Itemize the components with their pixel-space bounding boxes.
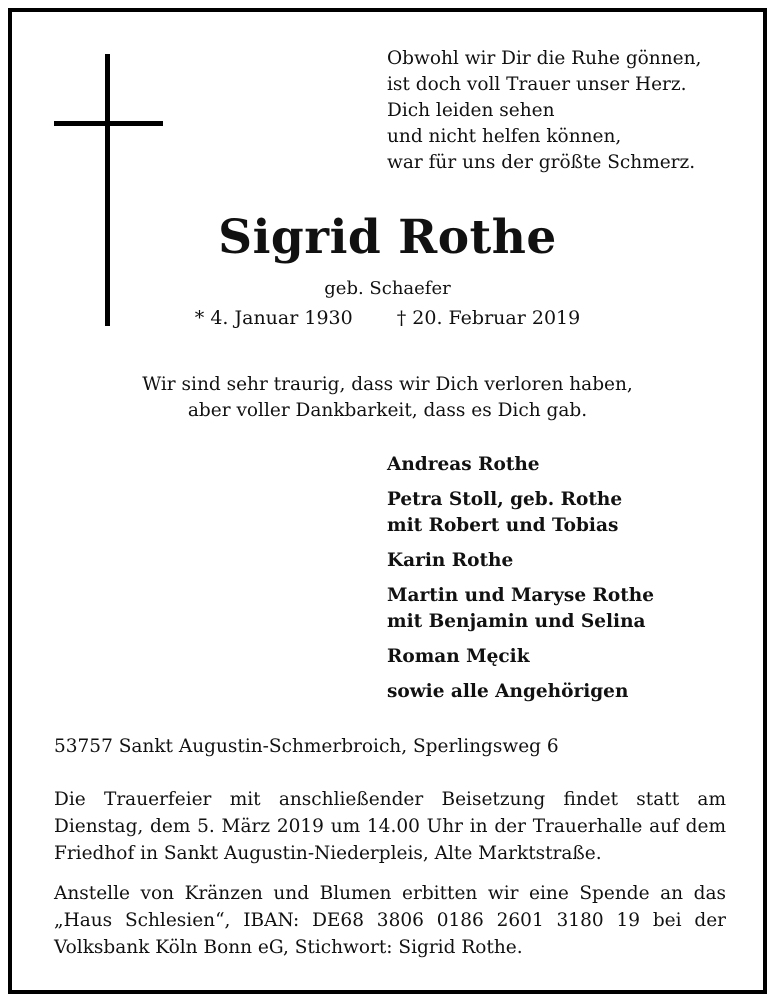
poem-line: Obwohl wir Dir die Ruhe gönnen,	[387, 48, 702, 69]
poem-line: Dich leiden sehen	[387, 100, 555, 121]
cross-icon-bar	[54, 121, 163, 126]
funeral-info: Die Trauerfeier mit anschließender Beisetzung findet statt am Dienstag, dem 5. März 2019 um 14.00 Uhr in der Trauerhalle auf dem Friedhof in Sankt Augustin-Niederpleis, Alte Marktstraße.	[54, 789, 726, 864]
saying-line: aber voller Dankbarkeit, dass es Dich gab.	[187, 400, 588, 421]
mourner-line: Petra Stoll, geb. Rothe	[387, 489, 623, 510]
birth-date: * 4. Januar 1930	[194, 307, 353, 329]
poem-line: und nicht helfen können,	[387, 126, 622, 147]
saying-line: Wir sind sehr traurig, dass wir Dich verloren haben,	[142, 374, 633, 395]
obituary-notice	[8, 8, 767, 994]
mourner-entry	[387, 548, 654, 574]
mourner-line: mit Robert und Tobias	[387, 515, 619, 536]
family-address: 53757 Sankt Augustin-Schmerbroich, Sperlingsweg 6	[54, 736, 559, 757]
mourner-line: mit Benjamin und Selina	[387, 611, 646, 632]
donation-info: Anstelle von Kränzen und Blumen erbitten wir eine Spende an das „Haus Schlesien“, IBAN: DE68 3806 0186 2601 3180 19 bei der Volksbank Köln Bonn eG, Stichwort: Sigrid Rothe.	[54, 883, 726, 958]
death-date: † 20. Februar 2019	[396, 307, 581, 329]
deceased-name: Sigrid Rothe	[218, 210, 557, 265]
memorial-poem	[387, 46, 701, 176]
mourner-line: Andreas Rothe	[387, 454, 540, 475]
mourner-line: Karin Rothe	[387, 550, 514, 571]
mourner-line: Martin und Maryse Rothe	[387, 585, 655, 606]
mourner-entry	[387, 644, 654, 670]
poem-line: war für uns der größte Schmerz.	[387, 152, 696, 173]
poem-line: ist doch voll Trauer unser Herz.	[387, 74, 687, 95]
mourner-line: sowie alle Angehörigen	[387, 681, 629, 702]
mourner-entry	[387, 452, 654, 478]
mourner-entry	[387, 679, 654, 705]
maiden-name: geb. Schaefer	[324, 278, 451, 299]
mourners-list	[387, 452, 654, 714]
mourner-entry	[387, 487, 654, 539]
mourner-line: Roman Męcik	[387, 646, 530, 667]
life-dates	[12, 307, 763, 329]
mourner-entry	[387, 583, 654, 635]
farewell-saying	[12, 372, 763, 424]
